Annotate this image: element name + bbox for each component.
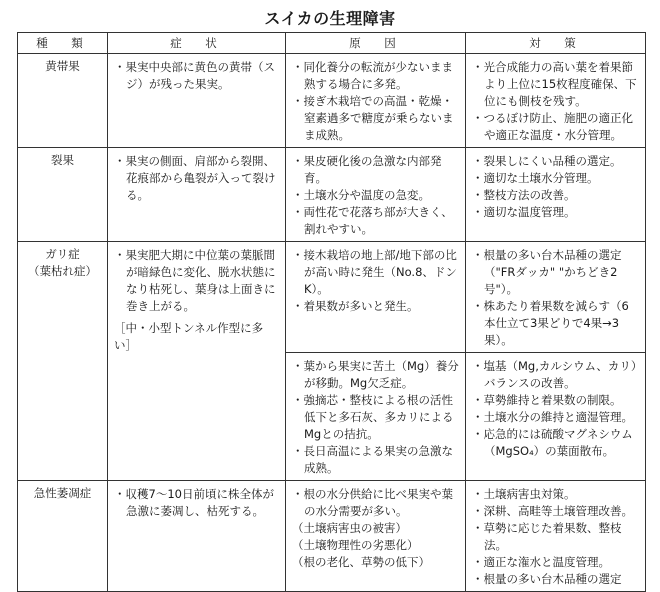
type-cell	[18, 242, 108, 481]
type-cell	[18, 481, 108, 592]
cause-cell	[286, 148, 466, 242]
list-item: ・土壌病害虫対策。	[472, 487, 576, 501]
header-symptom: 症 状	[108, 33, 286, 54]
list-item: ・長日高温による果実の急激な成熟。	[292, 444, 453, 475]
page-title: スイカの生理障害	[264, 9, 396, 28]
disorder-type: 裂果	[51, 153, 74, 167]
list-item: ・草勢に応じた着果数、整枝法。	[472, 521, 622, 552]
list-item: ・果実の側面、肩部から裂開、花痕部から亀裂が入って裂ける。	[114, 154, 276, 202]
list-item: ・葉から果実に苦土（Mg）養分が移動。Mg欠乏症。	[292, 359, 459, 390]
table-row	[18, 148, 646, 242]
list-item: ・接ぎ木栽培での高温・乾燥・窒素過多で糖度が乗らないまま成熟。	[292, 94, 454, 142]
cause-cell	[286, 242, 466, 353]
symptom-cell	[108, 54, 286, 148]
disorder-table	[17, 32, 646, 592]
measure-cell	[466, 148, 646, 242]
symptom-cell	[108, 148, 286, 242]
list-item: ・整枝方法の改善。	[472, 188, 576, 202]
table-row	[18, 481, 646, 592]
list-item: ・光合成能力の高い葉を着果節より上位に15枚程度確保、下位にも側枝を残す。	[472, 60, 637, 108]
list-item: ・根量の多い台木品種の選定（"FRダッカ" "かちどき2号"）。	[472, 248, 622, 296]
cause-cell	[286, 353, 466, 481]
list-item: ・土壌水分の維持と適湿管理。	[472, 410, 633, 424]
list-item: ・草勢維持と着果数の制限。	[472, 393, 622, 407]
list-item: ・深耕、高畦等土壌管理改善。	[472, 504, 633, 518]
cause-cell	[286, 481, 466, 592]
list-item: ・根の水分供給に比べ果実や葉の水分需要が多い。	[292, 487, 453, 518]
list-item: ・根量の多い台木品種の選定	[472, 572, 622, 586]
list-item: ・接木栽培の地上部/地下部の比が高い時に発生（No.8、ドンK）。	[292, 248, 457, 296]
measure-cell	[466, 54, 646, 148]
disorder-type: 急性萎凋症	[33, 486, 92, 500]
list-item: ・強摘芯・整枝による根の活性低下と多石灰、多カリによるMgとの拮抗。	[292, 393, 454, 441]
measure-cell	[466, 353, 646, 481]
table-row	[18, 242, 646, 353]
disorder-type-alias: （葉枯れ症）	[28, 264, 97, 278]
type-cell	[18, 148, 108, 242]
header-measure: 対 策	[466, 33, 646, 54]
list-item: ・果実中央部に黄色の黄帯（スジ）が残った果実。	[114, 60, 275, 91]
header-row	[18, 33, 646, 54]
header-cause: 原 因	[286, 33, 466, 54]
list-item: ・適切な温度管理。	[472, 205, 576, 219]
cause-cell	[286, 54, 466, 148]
list-item: ・塩基（Mg,カルシウム、カリ）バランスの改善。	[472, 359, 637, 390]
list-item: ・裂果しにくい品種の選定。	[472, 154, 622, 168]
symptom-note: ［中・小型トンネル作型に多い］	[114, 321, 264, 352]
list-item: ・収穫7〜10日前頃に株全体が急激に萎凋し、枯死する。	[114, 487, 274, 518]
list-item: ・果実肥大期に中位葉の葉脈間が暗緑色に変化、脱水状態になり枯死し、葉身は上面きに巻き上がる。	[114, 248, 276, 313]
list-item: ・適正な潅水と温度管理。	[472, 555, 610, 569]
list-item: ・適切な土壌水分管理。	[472, 171, 599, 185]
list-item: ・つるぼけ防止、施肥の適正化や適正な温度・水分管理。	[472, 111, 633, 142]
type-cell	[18, 54, 108, 148]
list-item: （根の老化、草勢の低下）	[292, 555, 430, 569]
symptom-cell	[108, 242, 286, 481]
table-row	[18, 54, 646, 148]
list-item: ・応急的には硫酸マグネシウム（MgSO₄）の葉面散布。	[472, 427, 633, 458]
list-item: ・着果数が多いと発生。	[292, 299, 419, 313]
list-item: （土壌病害虫の被害）	[292, 521, 407, 535]
header-type: 種 類	[18, 33, 108, 54]
measure-cell	[466, 481, 646, 592]
symptom-cell	[108, 481, 286, 592]
list-item: ・同化養分の転流が少ないまま熟する場合に多発。	[292, 60, 453, 91]
list-item: ・果皮硬化後の急激な内部発育。	[292, 154, 442, 185]
disorder-type: ガリ症	[45, 247, 80, 261]
disorder-type: 黄帯果	[45, 59, 80, 73]
list-item: ・土壌水分や温度の急変。	[292, 188, 430, 202]
list-item: ・両性花で花落ち部が大きく、割れやすい。	[292, 205, 453, 236]
list-item: ・株あたり着果数を減らす（6本仕立て3果どりで4果→3果）。	[472, 299, 629, 347]
measure-cell	[466, 242, 646, 353]
list-item: （土壌物理性の劣悪化）	[292, 538, 419, 552]
